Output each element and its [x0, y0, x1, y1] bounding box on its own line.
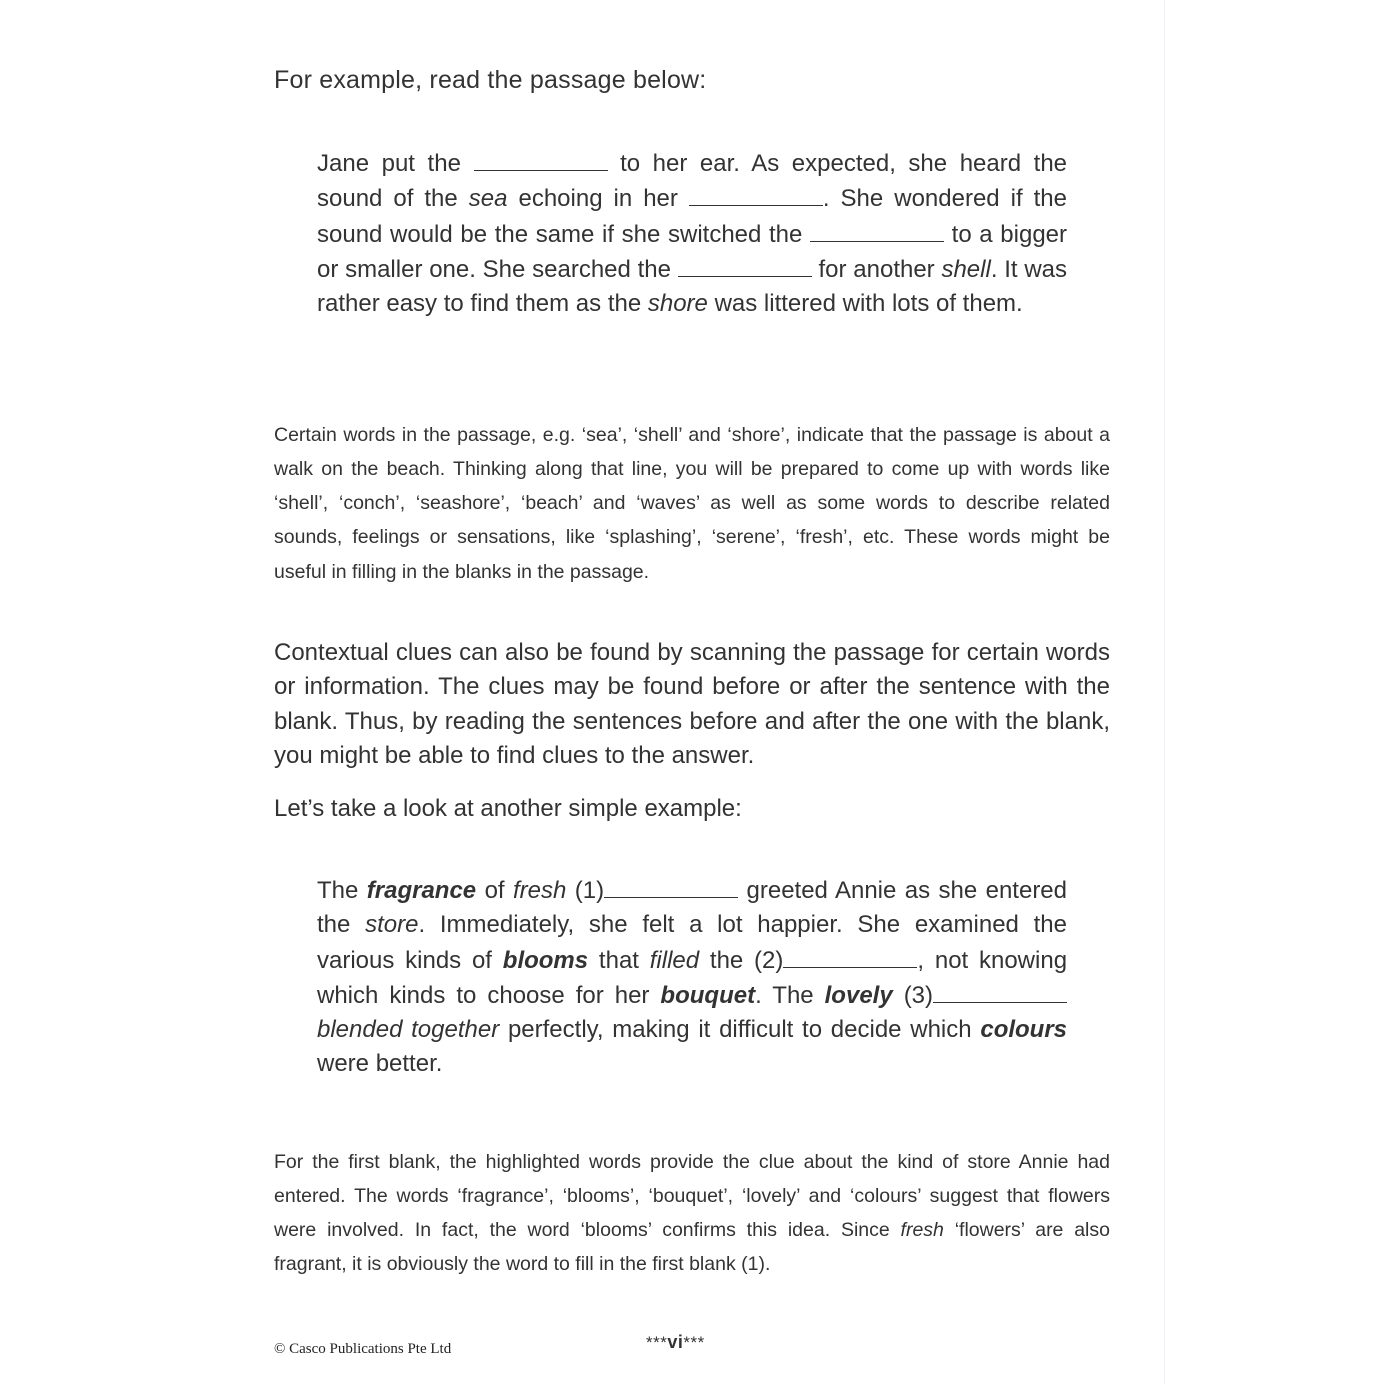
blank-line	[604, 873, 738, 898]
passage-text: . The	[755, 981, 814, 1009]
passage-text: echoing in her	[518, 185, 678, 213]
passage-text: of	[484, 877, 505, 904]
highlighted-word: lovely	[824, 981, 893, 1009]
explanation-text: For the first blank, the highlighted words provide the clue about the kind of store Annie had entered. The words ‘fragrance’, ‘blooms’, ‘bouquet’, ‘lovely’ and ‘colours’ suggest that flowers were involved. In fact, the word ‘blooms’ confirms this idea. Since	[274, 1150, 1110, 1242]
passage-text: . Immediately, she felt a lot happier. She examined the various kinds of	[317, 911, 1067, 974]
clue-word: sea	[468, 185, 508, 213]
passage-text: , not knowing which kinds to choose for her	[317, 946, 1068, 1009]
passage-text: Jane put the	[317, 150, 461, 177]
intro-text: For example, read the passage below:	[274, 66, 707, 94]
example-passage-1	[317, 146, 1067, 321]
blank-line	[810, 217, 944, 242]
passage-text: that	[598, 946, 639, 974]
blank-line	[689, 181, 823, 206]
example-passage-2	[317, 873, 1067, 1082]
explanation-paragraph-2: Contextual clues can also be found by scanning the passage for certain words or information. The clues may be found before or after the sentence with the blank. Thus, by reading the sentences before and after the one with the blank, you might be able to find clues to the answer.	[274, 639, 1110, 769]
highlighted-word: colours	[980, 1016, 1068, 1044]
page-edge	[1164, 0, 1165, 1384]
blank-line	[678, 252, 812, 277]
clue-word: shore	[647, 290, 708, 318]
passage-text: was littered with lots of them.	[714, 290, 1023, 318]
intro-text-2: Let’s take a look at another simple example:	[274, 795, 742, 822]
highlighted-word: fragrance	[366, 877, 477, 904]
passage-text: for another	[818, 255, 935, 283]
star-decoration: ***	[683, 1333, 705, 1352]
passage-text: to her ear. As expected, she heard the sound of the	[317, 150, 1068, 213]
page-number-value: vi	[667, 1332, 684, 1352]
clue-word: fresh	[512, 877, 567, 904]
blank-line	[933, 978, 1067, 1003]
clue-word: filled	[649, 946, 700, 974]
highlighted-word: blooms	[502, 946, 589, 974]
blank-number: (3)	[903, 981, 934, 1009]
blank-line	[783, 943, 917, 968]
passage-text: were better.	[317, 1050, 443, 1078]
passage-text: perfectly, making it difficult to decide which	[507, 1016, 972, 1044]
page-number	[646, 1332, 705, 1353]
blank-number: (1)	[574, 877, 605, 904]
explanation-paragraph-1: Certain words in the passage, e.g. ‘sea’, ‘shell’ and ‘shore’, indicate that the passage is about a walk on the beach. Thinking along that line, you will be prepared to come up with words like ‘shell’, ‘conch’, ‘seashore’, ‘beach’ and ‘waves’ as well as some words to describe related sounds, feelings or sensations, like ‘splashing’, ‘serene’, ‘fresh’, etc. These words might be useful in filling in the blanks in the passage.	[274, 423, 1110, 583]
passage-text: . She wondered if the sound would be the same if she switched the	[317, 185, 1068, 248]
explanation-text: ‘flowers’ are also fragrant, it is obviously the word to fill in the first blank (1).	[274, 1219, 1110, 1276]
passage-text: The	[317, 877, 359, 904]
blank-number: the (2)	[709, 946, 784, 974]
clue-word: shell	[941, 255, 991, 283]
passage-text: greeted Annie as she entered the	[317, 877, 1068, 939]
blank-line	[474, 146, 608, 171]
passage-text: . It was rather easy to find them as the	[317, 255, 1068, 318]
clue-word: store	[365, 911, 419, 939]
clue-word: fresh	[900, 1219, 944, 1242]
clue-word: blended together	[317, 1016, 500, 1044]
star-decoration: ***	[646, 1333, 668, 1352]
passage-text: to a bigger or smaller one. She searched the	[317, 220, 1068, 283]
copyright-notice: © Casco Publications Pte Ltd	[274, 1341, 452, 1357]
explanation-paragraph-3	[274, 1145, 1110, 1282]
highlighted-word: bouquet	[660, 981, 756, 1009]
